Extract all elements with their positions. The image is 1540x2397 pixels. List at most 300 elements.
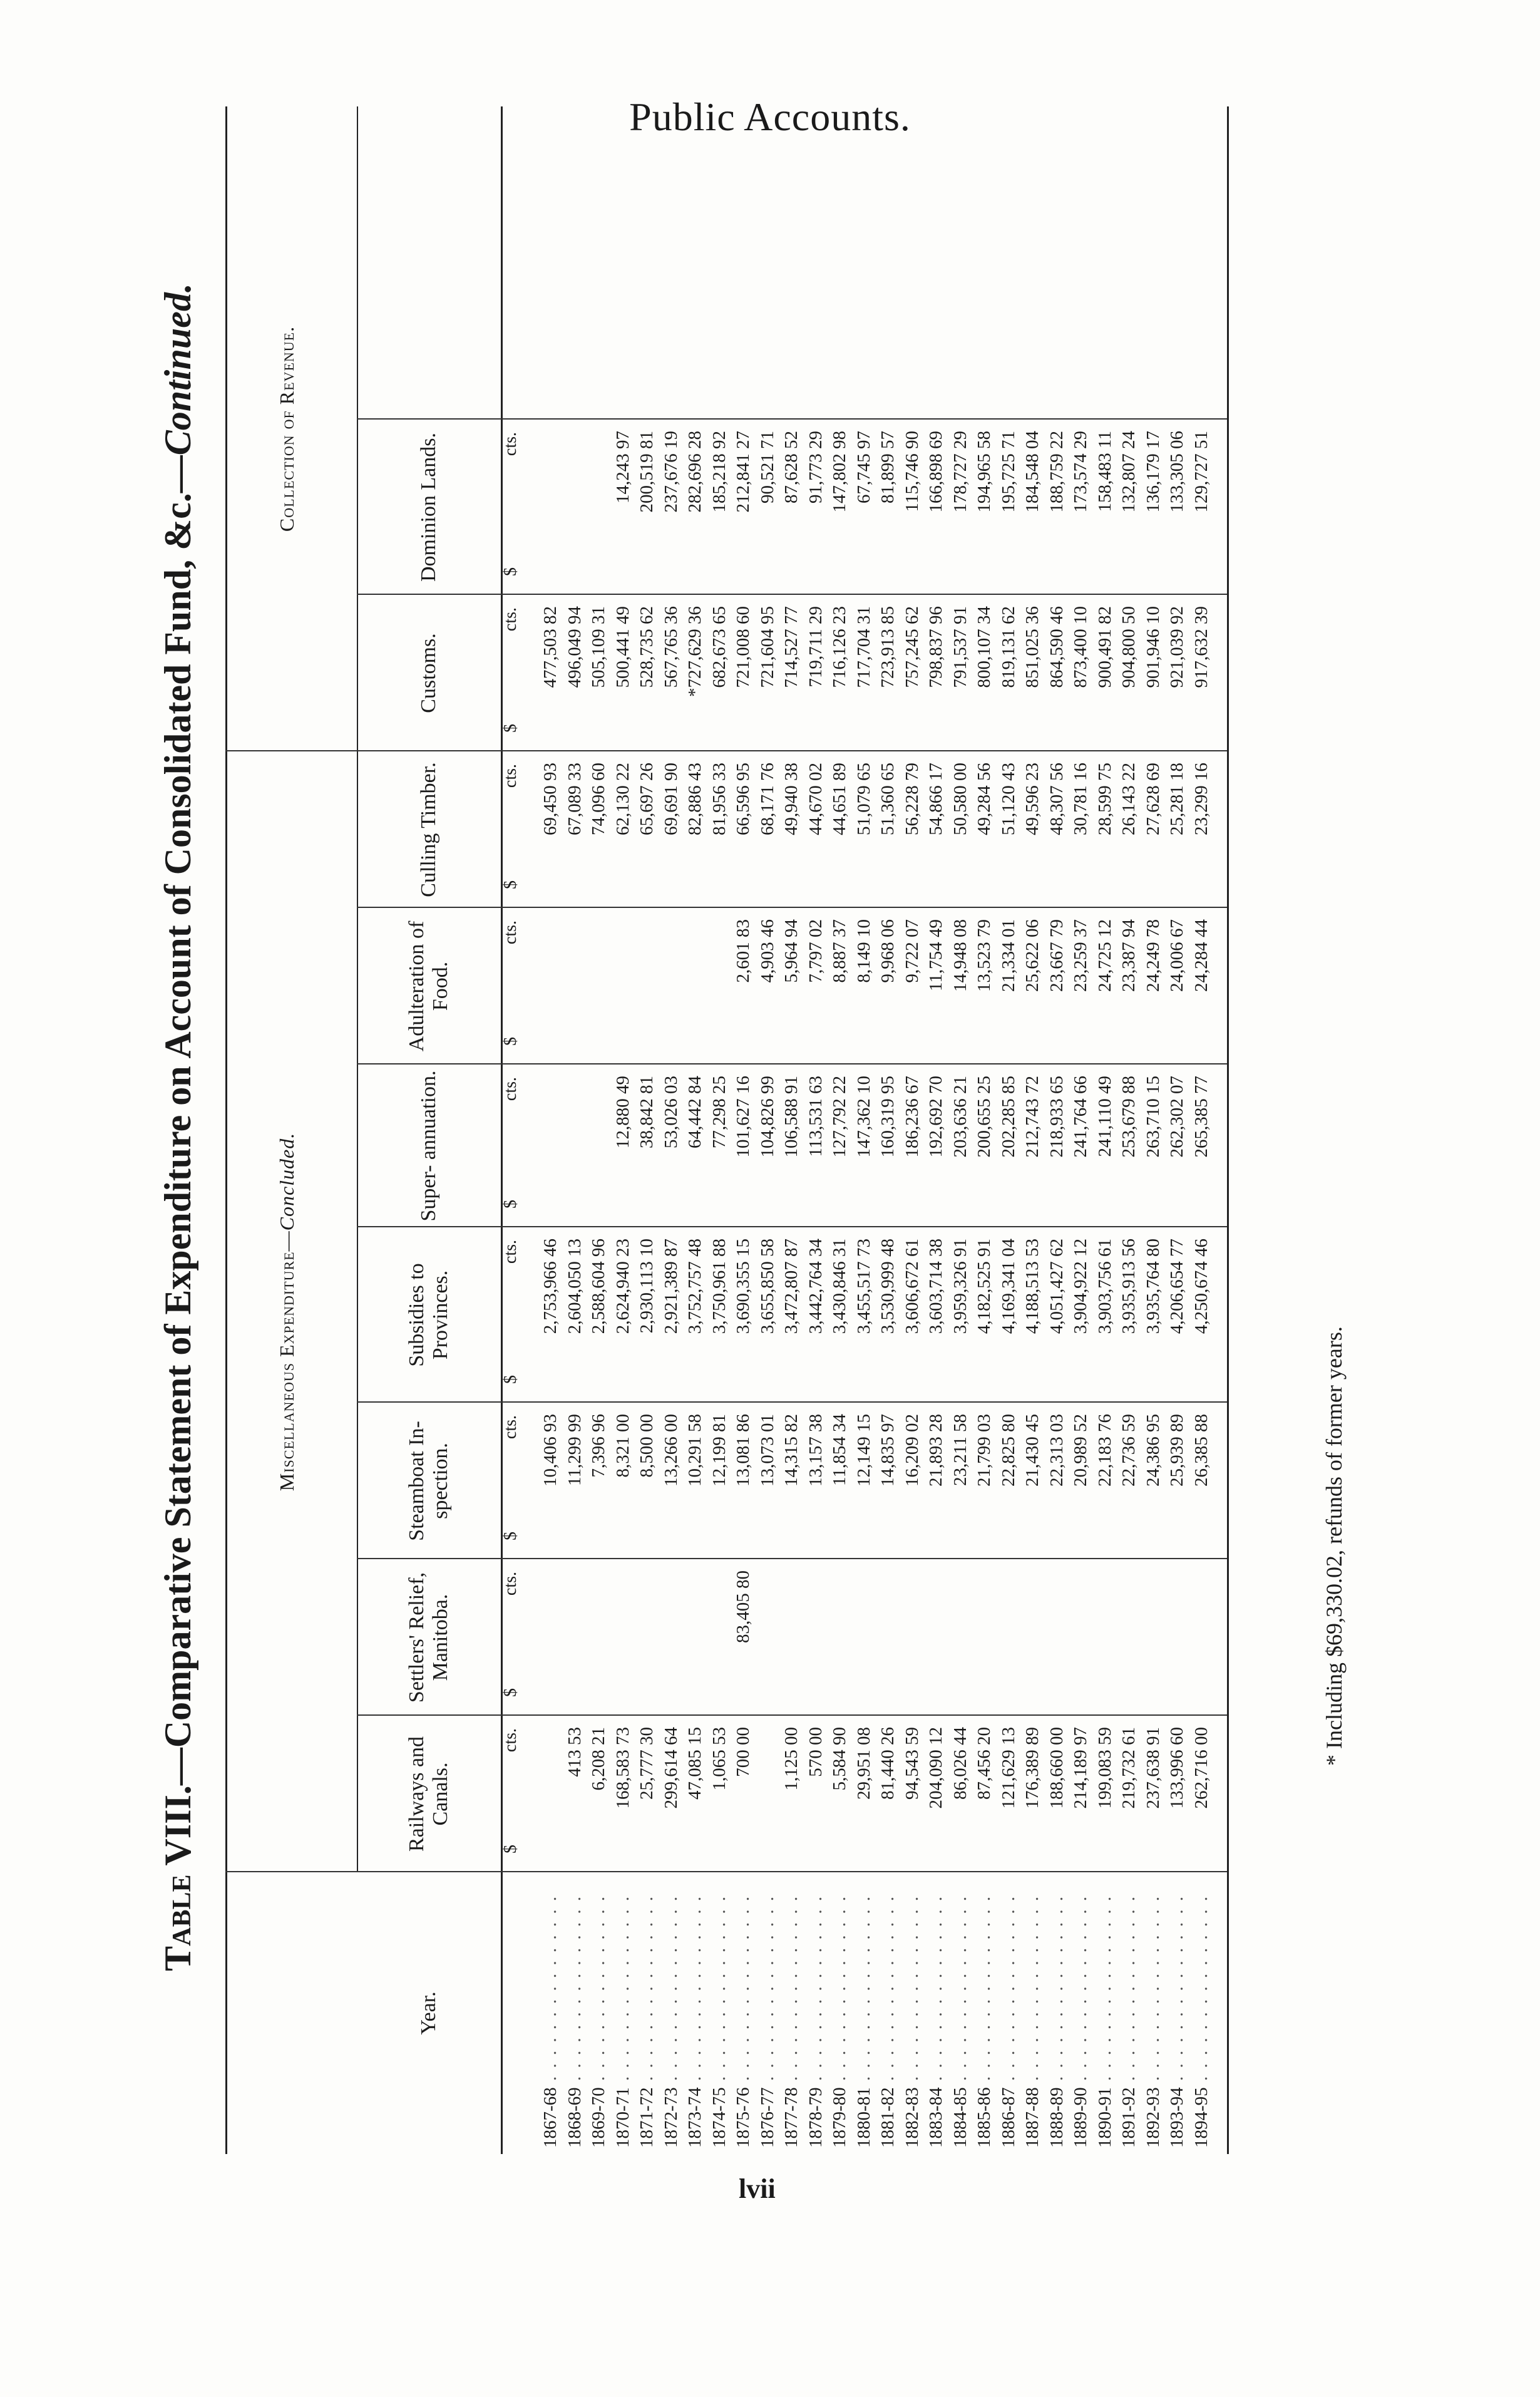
cell-steamboat: 20,989 52 bbox=[1070, 1414, 1091, 1487]
cell-steamboat: 21,893 28 bbox=[926, 1414, 946, 1487]
cell-culling: 81,956 33 bbox=[709, 763, 729, 835]
table-row bbox=[804, 106, 828, 2154]
cell-steamboat: 13,266 00 bbox=[660, 1414, 681, 1487]
cell-culling: 51,079 65 bbox=[853, 763, 874, 835]
cell-superannuation: 53,026 03 bbox=[660, 1076, 681, 1148]
cell-dominion bbox=[538, 431, 562, 595]
cell-superannuation: 241,764 66 bbox=[1070, 1076, 1091, 1158]
cell-steamboat: 21,799 03 bbox=[974, 1414, 994, 1487]
year-cell: 1870-71 . . . . . . . . . . . . . . . bbox=[612, 1894, 633, 2148]
cell-culling: 23,299 16 bbox=[1191, 763, 1211, 835]
cell-adulteration: 2,601 83 bbox=[733, 919, 753, 983]
cell-superannuation: 263,710 15 bbox=[1142, 1076, 1163, 1158]
cell-steamboat: 13,081 86 bbox=[733, 1414, 753, 1487]
cell-subsidies: 3,690,355 15 bbox=[733, 1239, 753, 1334]
cell-adulteration: 21,334 01 bbox=[998, 919, 1019, 992]
cell-superannuation bbox=[538, 1076, 562, 1227]
cell-settlers bbox=[852, 1570, 876, 1716]
cell-settlers bbox=[587, 1570, 610, 1716]
year-cell: 1885-86 . . . . . . . . . . . . . . . bbox=[974, 1894, 994, 2148]
cell-steamboat: 10,291 58 bbox=[685, 1414, 705, 1487]
cell-railways: 47,085 15 bbox=[685, 1727, 705, 1800]
cell-settlers bbox=[1045, 1570, 1069, 1716]
cell-steamboat: 22,736 59 bbox=[1119, 1414, 1139, 1487]
cell-dominion: 166,898 69 bbox=[926, 431, 946, 513]
cell-culling: 69,450 93 bbox=[540, 763, 560, 835]
cell-subsidies: 2,624,940 23 bbox=[612, 1239, 633, 1334]
cell-settlers bbox=[972, 1570, 996, 1716]
year-cell: 1872-73 . . . . . . . . . . . . . . . bbox=[660, 1894, 681, 2148]
unit-cents: cts. bbox=[501, 764, 520, 788]
cell-adulteration: 24,284 44 bbox=[1191, 919, 1211, 992]
cell-customs: 505,109 31 bbox=[588, 606, 608, 688]
misc-expenditure-group bbox=[275, 751, 299, 1872]
table-bottom-rule bbox=[1227, 106, 1229, 2154]
cell-railways: 237,638 91 bbox=[1142, 1727, 1163, 1809]
cell-subsidies: 3,655,850 58 bbox=[757, 1239, 778, 1334]
cell-steamboat: 25,939 89 bbox=[1167, 1414, 1187, 1487]
cell-railways: 1,065 53 bbox=[709, 1727, 729, 1791]
cell-dominion: 147,802 98 bbox=[829, 431, 850, 513]
table-row bbox=[997, 106, 1020, 2154]
cell-steamboat: 8,500 00 bbox=[637, 1414, 657, 1478]
cell-culling: 51,360 65 bbox=[878, 763, 898, 835]
cell-settlers bbox=[756, 1570, 779, 1716]
cell-steamboat: 13,073 01 bbox=[757, 1414, 778, 1487]
cell-settlers bbox=[924, 1570, 948, 1716]
unit-dollars: $ bbox=[501, 1037, 520, 1046]
cell-dominion: 188,759 22 bbox=[1046, 431, 1067, 513]
cell-culling: 67,089 33 bbox=[564, 763, 585, 835]
table-row bbox=[756, 106, 779, 2154]
table-row bbox=[683, 106, 707, 2154]
year-cell: 1890-91 . . . . . . . . . . . . . . . bbox=[1094, 1894, 1115, 2148]
table-row bbox=[900, 106, 924, 2154]
year-cell: 1875-76 . . . . . . . . . . . . . . . bbox=[733, 1894, 753, 2148]
table-row bbox=[659, 106, 683, 2154]
cell-dominion: 14,243 97 bbox=[612, 431, 633, 503]
cell-customs: 819,131 62 bbox=[998, 606, 1019, 688]
cell-steamboat: 21,430 45 bbox=[1022, 1414, 1042, 1487]
cell-subsidies: 3,959,326 91 bbox=[950, 1239, 970, 1334]
year-cell: 1888-89 . . . . . . . . . . . . . . . bbox=[1046, 1894, 1067, 2148]
cell-adulteration: 9,722 07 bbox=[901, 919, 922, 983]
cell-steamboat: 22,183 76 bbox=[1094, 1414, 1115, 1487]
year-cell: 1871-72 . . . . . . . . . . . . . . . bbox=[637, 1894, 657, 2148]
cell-dominion: 136,179 17 bbox=[1142, 431, 1163, 513]
cell-subsidies: 4,188,513 53 bbox=[1022, 1239, 1042, 1334]
cell-adulteration: 13,523 79 bbox=[974, 919, 994, 992]
year-cell: 1876-77 . . . . . . . . . . . . . . . bbox=[757, 1894, 778, 2148]
cell-adulteration: 5,964 94 bbox=[781, 919, 801, 983]
table-title-continued: Continued. bbox=[157, 283, 198, 456]
cell-dominion: 158,483 11 bbox=[1094, 431, 1115, 512]
cell-customs: 904,800 50 bbox=[1119, 606, 1139, 688]
cell-settlers bbox=[1141, 1570, 1165, 1716]
cell-culling: 56,228 79 bbox=[901, 763, 922, 835]
cell-adulteration: 11,754 49 bbox=[926, 919, 946, 991]
cell-adulteration: 4,903 46 bbox=[757, 919, 778, 983]
year-cell: 1869-70 . . . . . . . . . . . . . . . bbox=[588, 1894, 608, 2148]
cell-dominion: 91,773 29 bbox=[805, 431, 826, 503]
cell-dominion: 133,305 06 bbox=[1167, 431, 1187, 513]
cell-subsidies: 4,051,427 62 bbox=[1046, 1239, 1067, 1334]
cell-subsidies: 3,750,961 88 bbox=[709, 1239, 729, 1334]
cell-customs: 714,527 77 bbox=[781, 606, 801, 688]
cell-superannuation: 212,743 72 bbox=[1022, 1076, 1042, 1158]
table-title bbox=[157, 63, 200, 2192]
cell-settlers bbox=[1117, 1570, 1141, 1716]
cell-subsidies: 3,442,764 34 bbox=[805, 1239, 826, 1334]
table-row bbox=[1045, 106, 1069, 2154]
cell-railways: 168,583 73 bbox=[612, 1727, 633, 1809]
cell-steamboat: 13,157 38 bbox=[805, 1414, 826, 1487]
revenue-group-rule bbox=[357, 106, 358, 751]
cell-superannuation: 202,285 85 bbox=[998, 1076, 1019, 1158]
table-row bbox=[731, 106, 755, 2154]
cell-settlers bbox=[611, 1570, 635, 1716]
table-row bbox=[1117, 106, 1141, 2154]
year-cell: 1874-75 . . . . . . . . . . . . . . . bbox=[709, 1894, 729, 2148]
cell-dominion: 173,574 29 bbox=[1070, 431, 1091, 513]
cell-culling: 49,940 38 bbox=[781, 763, 801, 835]
cell-superannuation: 106,588 91 bbox=[781, 1076, 801, 1158]
col-header-superannuation: Super- annuation. bbox=[417, 1070, 440, 1222]
cell-superannuation: 203,636 21 bbox=[950, 1076, 970, 1158]
cell-superannuation: 262,302 07 bbox=[1167, 1076, 1187, 1158]
cell-railways: 413 53 bbox=[564, 1727, 585, 1777]
cell-dominion: 132,807 24 bbox=[1119, 431, 1139, 513]
table-row bbox=[538, 106, 562, 2154]
cell-superannuation: 160,319 95 bbox=[878, 1076, 898, 1158]
table-row bbox=[587, 106, 610, 2154]
cell-culling: 26,143 22 bbox=[1119, 763, 1139, 835]
cell-railways: 1,125 00 bbox=[781, 1727, 801, 1791]
cell-settlers: 83,405 80 bbox=[733, 1570, 753, 1643]
cell-adulteration bbox=[635, 919, 659, 1064]
cell-customs: 682,673 65 bbox=[709, 606, 729, 688]
table-row bbox=[707, 106, 731, 2154]
cell-culling: 62,130 22 bbox=[612, 763, 633, 835]
cell-adulteration bbox=[587, 919, 610, 1064]
year-cell: 1879-80 . . . . . . . . . . . . . . . bbox=[829, 1894, 850, 2148]
cell-settlers bbox=[659, 1570, 683, 1716]
cell-steamboat: 11,299 99 bbox=[564, 1414, 585, 1486]
table-row bbox=[828, 106, 851, 2154]
cell-culling: 54,866 17 bbox=[926, 763, 946, 835]
cell-customs: 528,735 62 bbox=[637, 606, 657, 688]
year-cell: 1887-88 . . . . . . . . . . . . . . . bbox=[1022, 1894, 1042, 2148]
col-header-steamboat: Steamboat In- spection. bbox=[405, 1421, 452, 1541]
cell-adulteration: 25,622 06 bbox=[1022, 919, 1042, 992]
cell-superannuation: 104,826 99 bbox=[757, 1076, 778, 1158]
unit-dollars: $ bbox=[501, 1845, 520, 1853]
table-row bbox=[972, 106, 996, 2154]
cell-subsidies: 3,603,714 38 bbox=[926, 1239, 946, 1334]
unit-dollars: $ bbox=[501, 1200, 520, 1209]
cell-customs: 721,604 95 bbox=[757, 606, 778, 688]
cell-subsidies: 4,250,674 46 bbox=[1191, 1239, 1211, 1334]
cell-subsidies: 2,921,389 87 bbox=[660, 1239, 681, 1334]
cell-railways: 204,090 12 bbox=[926, 1727, 946, 1809]
cell-adulteration: 23,259 37 bbox=[1070, 919, 1091, 992]
cell-customs: 864,590 46 bbox=[1046, 606, 1067, 688]
unit-label-superannuation bbox=[501, 1077, 521, 1209]
unit-label-settlers bbox=[501, 1572, 521, 1697]
cell-steamboat: 14,315 82 bbox=[781, 1414, 801, 1487]
year-cell: 1889-90 . . . . . . . . . . . . . . . bbox=[1070, 1894, 1091, 2148]
unit-label-adulteration bbox=[501, 920, 521, 1046]
cell-dominion: 212,841 27 bbox=[733, 431, 753, 513]
cell-superannuation: 101,627 16 bbox=[733, 1076, 753, 1158]
cell-railways: 87,456 20 bbox=[974, 1727, 994, 1800]
cell-subsidies: 2,604,050 13 bbox=[564, 1239, 585, 1334]
table-row bbox=[563, 106, 587, 2154]
cell-dominion: 129,727 51 bbox=[1191, 431, 1211, 513]
table-top-rule bbox=[225, 106, 227, 2154]
cell-subsidies: 3,606,672 61 bbox=[901, 1239, 922, 1334]
cell-dominion: 194,965 58 bbox=[974, 431, 994, 513]
year-cell: 1880-81 . . . . . . . . . . . . . . . bbox=[853, 1894, 874, 2148]
year-cell: 1878-79 . . . . . . . . . . . . . . . bbox=[805, 1894, 826, 2148]
unit-cents: cts. bbox=[501, 1077, 520, 1101]
cell-dominion: 195,725 71 bbox=[998, 431, 1019, 513]
cell-customs: 900,491 82 bbox=[1094, 606, 1115, 688]
cell-steamboat: 11,854 34 bbox=[829, 1414, 850, 1486]
cell-subsidies: 2,588,604 96 bbox=[588, 1239, 608, 1334]
cell-railways: 700 00 bbox=[733, 1727, 753, 1777]
cell-culling: 65,697 26 bbox=[637, 763, 657, 835]
cell-subsidies: 3,904,922 12 bbox=[1070, 1239, 1091, 1334]
cell-customs: 798,837 96 bbox=[926, 606, 946, 688]
cell-steamboat: 12,199 81 bbox=[709, 1414, 729, 1487]
cell-subsidies: 3,903,756 61 bbox=[1094, 1239, 1115, 1334]
year-cell: 1882-83 . . . . . . . . . . . . . . . bbox=[901, 1894, 922, 2148]
cell-adulteration: 8,887 37 bbox=[829, 919, 850, 983]
table-row bbox=[611, 106, 635, 2154]
revenue-group: Collection of Revenue. bbox=[275, 326, 298, 532]
table-row bbox=[1165, 106, 1189, 2154]
cell-railways: 199,083 59 bbox=[1094, 1727, 1115, 1809]
cell-settlers bbox=[997, 1570, 1020, 1716]
cell-railways: 299,614 64 bbox=[660, 1727, 681, 1809]
cell-dominion: 115,746 90 bbox=[901, 431, 922, 512]
cell-dominion bbox=[563, 431, 587, 595]
col-header-adulteration: Adulteration of Food. bbox=[405, 920, 452, 1052]
cell-adulteration: 7,797 02 bbox=[805, 919, 826, 983]
cell-steamboat: 22,825 80 bbox=[998, 1414, 1019, 1487]
cell-railways: 133,996 60 bbox=[1167, 1727, 1187, 1809]
cell-railways: 121,629 13 bbox=[998, 1727, 1019, 1809]
cell-railways bbox=[538, 1727, 562, 1872]
page-header: Public Accounts. bbox=[629, 95, 911, 139]
cell-dominion: 237,676 19 bbox=[660, 431, 681, 513]
cell-subsidies: 3,472,807 87 bbox=[781, 1239, 801, 1334]
cell-railways: 5,584 90 bbox=[829, 1727, 850, 1791]
table-row bbox=[635, 106, 659, 2154]
misc-group-label: Miscellaneous Expenditure— bbox=[275, 1230, 298, 1492]
cell-steamboat: 7,396 96 bbox=[588, 1414, 608, 1478]
cell-railways: 25,777 30 bbox=[637, 1727, 657, 1800]
year-cell: 1873-74 . . . . . . . . . . . . . . . bbox=[685, 1894, 705, 2148]
cell-settlers bbox=[876, 1570, 900, 1716]
cell-subsidies: 3,752,757 48 bbox=[685, 1239, 705, 1334]
cell-adulteration bbox=[683, 919, 707, 1064]
cell-superannuation: 265,385 77 bbox=[1191, 1076, 1211, 1158]
cell-customs: *727,629 36 bbox=[685, 606, 705, 697]
cell-settlers bbox=[1020, 1570, 1044, 1716]
table-row bbox=[1020, 106, 1044, 2154]
cell-subsidies: 4,182,525 91 bbox=[974, 1239, 994, 1334]
cell-superannuation: 200,655 25 bbox=[974, 1076, 994, 1158]
cell-adulteration: 8,149 10 bbox=[853, 919, 874, 983]
misc-group-suffix: Concluded. bbox=[275, 1132, 298, 1231]
cell-customs: 921,039 92 bbox=[1167, 606, 1187, 688]
cell-settlers bbox=[828, 1570, 851, 1716]
cell-culling: 27,628 69 bbox=[1142, 763, 1163, 835]
cell-settlers bbox=[538, 1570, 562, 1716]
cell-settlers bbox=[779, 1570, 803, 1716]
cell-railways: 86,026 44 bbox=[950, 1727, 970, 1800]
table-row bbox=[948, 106, 972, 2154]
cell-subsidies: 3,935,764 80 bbox=[1142, 1239, 1163, 1334]
cell-settlers bbox=[1165, 1570, 1189, 1716]
cell-adulteration: 24,725 12 bbox=[1094, 919, 1115, 992]
cell-superannuation: 192,692 70 bbox=[926, 1076, 946, 1158]
table-row bbox=[852, 106, 876, 2154]
cell-settlers bbox=[707, 1570, 731, 1716]
cell-railways: 81,440 26 bbox=[878, 1727, 898, 1800]
cell-settlers bbox=[1189, 1570, 1213, 1716]
cell-adulteration: 14,948 08 bbox=[950, 919, 970, 992]
cell-adulteration bbox=[659, 919, 683, 1064]
unit-cents: cts. bbox=[501, 607, 520, 632]
cell-superannuation: 241,110 49 bbox=[1094, 1076, 1115, 1157]
unit-cents: cts. bbox=[501, 1240, 520, 1264]
table-row bbox=[924, 106, 948, 2154]
unit-cents: cts. bbox=[501, 1415, 520, 1440]
unit-dollars: $ bbox=[501, 1688, 520, 1697]
cell-adulteration bbox=[538, 919, 562, 1064]
table-row bbox=[1141, 106, 1165, 2154]
cell-adulteration: 24,006 67 bbox=[1167, 919, 1187, 992]
unit-dollars: $ bbox=[501, 880, 520, 889]
cell-steamboat: 8,321 00 bbox=[612, 1414, 633, 1478]
cell-railways: 176,389 89 bbox=[1022, 1727, 1042, 1809]
cell-culling: 25,281 18 bbox=[1167, 763, 1187, 835]
cell-superannuation: 38,842 81 bbox=[637, 1076, 657, 1148]
cell-customs: 477,503 82 bbox=[540, 606, 560, 688]
cell-customs: 500,441 49 bbox=[612, 606, 633, 688]
cell-customs: 567,765 36 bbox=[660, 606, 681, 688]
cell-culling: 49,284 56 bbox=[974, 763, 994, 835]
cell-railways: 214,189 97 bbox=[1070, 1727, 1091, 1809]
year-cell: 1867-68 . . . . . . . . . . . . . . . bbox=[540, 1894, 560, 2148]
unit-label-customs bbox=[501, 607, 521, 733]
cell-railways: 219,732 61 bbox=[1119, 1727, 1139, 1809]
cell-adulteration: 23,667 79 bbox=[1046, 919, 1067, 992]
cell-customs: 716,126 23 bbox=[829, 606, 850, 688]
unit-label-steamboat bbox=[501, 1415, 521, 1540]
cell-steamboat: 12,149 15 bbox=[853, 1414, 874, 1487]
cell-culling: 49,596 23 bbox=[1022, 763, 1042, 835]
cell-steamboat: 16,209 02 bbox=[901, 1414, 922, 1487]
cell-culling: 69,691 90 bbox=[660, 763, 681, 835]
cell-subsidies: 3,935,913 56 bbox=[1119, 1239, 1139, 1334]
cell-dominion: 178,727 29 bbox=[950, 431, 970, 513]
cell-settlers bbox=[563, 1570, 587, 1716]
cell-customs: 917,632 39 bbox=[1191, 606, 1211, 688]
cell-superannuation bbox=[563, 1076, 587, 1227]
cell-subsidies: 2,753,966 46 bbox=[540, 1239, 560, 1334]
cell-subsidies: 2,930,113 10 bbox=[637, 1239, 657, 1334]
cell-customs: 757,245 62 bbox=[901, 606, 922, 688]
cell-superannuation: 113,531 63 bbox=[805, 1076, 826, 1157]
unit-cents: cts. bbox=[501, 1572, 520, 1596]
cell-superannuation: 147,362 10 bbox=[853, 1076, 874, 1158]
table-row bbox=[1069, 106, 1092, 2154]
cell-railways: 29,951 08 bbox=[853, 1727, 874, 1800]
col-header-subsidies: Subsidies to Provinces. bbox=[405, 1263, 452, 1367]
cell-railways: 570 00 bbox=[805, 1727, 826, 1777]
col-header-dominion: Dominion Lands. bbox=[417, 433, 440, 582]
cell-customs: 873,400 10 bbox=[1070, 606, 1091, 688]
cell-superannuation: 218,933 65 bbox=[1046, 1076, 1067, 1158]
cell-adulteration: 9,968 06 bbox=[878, 919, 898, 983]
cell-steamboat: 24,386 95 bbox=[1142, 1414, 1163, 1487]
cell-customs: 719,711 29 bbox=[805, 606, 826, 688]
cell-dominion: 185,218 92 bbox=[709, 431, 729, 513]
cell-customs: 723,913 85 bbox=[878, 606, 898, 688]
col-header-year: Year. bbox=[417, 1991, 440, 2035]
unit-dollars: $ bbox=[501, 567, 520, 576]
cell-dominion: 184,548 04 bbox=[1022, 431, 1042, 513]
cell-subsidies: 3,455,517 73 bbox=[853, 1239, 874, 1334]
unit-dollars: $ bbox=[501, 724, 520, 733]
unit-cents: cts. bbox=[501, 432, 520, 456]
year-cell: 1884-85 . . . . . . . . . . . . . . . bbox=[950, 1894, 970, 2148]
unit-cents: cts. bbox=[501, 920, 520, 945]
cell-customs: 851,025 36 bbox=[1022, 606, 1042, 688]
unit-label-railways bbox=[501, 1728, 521, 1853]
unit-dollars: $ bbox=[501, 1532, 520, 1540]
year-cell: 1894-95 . . . . . . . . . . . . . . . bbox=[1191, 1894, 1211, 2148]
table-title-text: —Comparative Statement of Expenditure on Account of Consolidated Fund, &c.— bbox=[157, 455, 198, 1786]
cell-adulteration bbox=[563, 919, 587, 1064]
table-row bbox=[876, 106, 900, 2154]
rotated-table-block bbox=[157, 63, 1409, 2192]
cell-dominion: 282,696 28 bbox=[685, 431, 705, 513]
col-header-railways: Railways and Canals. bbox=[405, 1736, 452, 1852]
year-cell: 1893-94 . . . . . . . . . . . . . . . bbox=[1167, 1894, 1187, 2148]
cell-adulteration: 23,387 94 bbox=[1119, 919, 1139, 992]
year-cell: 1883-84 . . . . . . . . . . . . . . . bbox=[926, 1894, 946, 2148]
cell-culling: 48,307 56 bbox=[1046, 763, 1067, 835]
year-cell: 1892-93 . . . . . . . . . . . . . . . bbox=[1142, 1894, 1163, 2148]
cell-settlers bbox=[804, 1570, 828, 1716]
cell-steamboat: 26,385 88 bbox=[1191, 1414, 1211, 1487]
unit-dollars: $ bbox=[501, 1375, 520, 1384]
cell-customs: 717,704 31 bbox=[853, 606, 874, 688]
cell-subsidies: 4,206,654 77 bbox=[1167, 1239, 1187, 1334]
year-cell: 1881-82 . . . . . . . . . . . . . . . bbox=[878, 1894, 898, 2148]
cell-culling: 50,580 00 bbox=[950, 763, 970, 835]
col-header-culling: Culling Timber. bbox=[417, 762, 440, 897]
cell-railways: 6,208 21 bbox=[588, 1727, 608, 1791]
col-header-settlers: Settlers' Relief, Manitoba. bbox=[405, 1572, 452, 1703]
cell-settlers bbox=[948, 1570, 972, 1716]
cell-steamboat: 22,313 03 bbox=[1046, 1414, 1067, 1487]
